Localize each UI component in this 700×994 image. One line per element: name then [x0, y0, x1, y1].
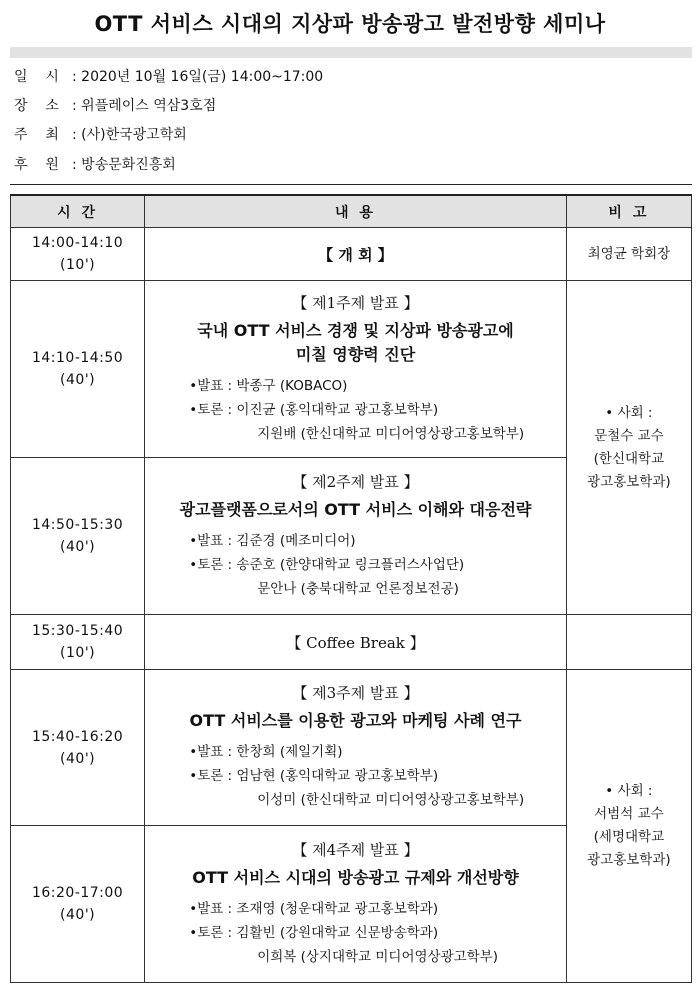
moderator-affiliation: (세명대학교	[593, 829, 665, 845]
time-duration: (40')	[60, 539, 96, 555]
session-title	[145, 319, 566, 367]
opening-host: 최영균 학회장	[587, 245, 671, 262]
page-title: OTT 서비스 시대의 지상파 방송광고 발전방향 세미나	[94, 12, 606, 36]
discussant-row	[189, 764, 566, 788]
time-range: 15:30-15:40	[31, 623, 124, 639]
time-cell	[11, 670, 145, 826]
discussant-name: 김활빈 (강원대학교 신문방송학과)	[236, 924, 439, 941]
bullet: •	[189, 744, 198, 760]
schedule-table	[10, 194, 692, 983]
discussant-name: 이희복 (상지대학교 미디어영상광고학부)	[257, 948, 499, 965]
bullet: •	[189, 377, 198, 394]
info-label: 일 시	[14, 69, 59, 85]
presenter-label: 발표 :	[197, 377, 237, 394]
discussant-name: 문안나 (충북대학교 언론정보전공)	[257, 580, 459, 597]
presenter-label: 발표 :	[197, 532, 237, 549]
time-range: 14:10-14:50	[31, 350, 124, 366]
moderator-label-text: 사회 :	[617, 783, 653, 799]
content-cell	[145, 228, 567, 281]
discussant-label: 토론 :	[197, 556, 237, 573]
discussant-name: 이성미 (한신대학교 미디어영상광고홍보학부)	[257, 792, 525, 808]
coffee-break-label: 【 Coffee Break 】	[286, 633, 425, 652]
session-title: OTT 서비스 시대의 방송광고 규제와 개선방향	[192, 867, 519, 887]
session-title: OTT 서비스를 이용한 광고와 마케팅 사례 연구	[189, 711, 522, 730]
presenter-row	[189, 897, 566, 921]
participant-list	[189, 740, 566, 812]
info-value: : (사)한국광고학회	[72, 127, 187, 143]
content-cell	[145, 281, 567, 458]
content-cell	[145, 670, 567, 826]
time-range: 16:20-17:00	[31, 885, 124, 901]
moderator-name: 문철수 교수	[594, 427, 664, 444]
discussant-row	[189, 788, 566, 812]
presenter-row	[189, 374, 566, 398]
moderator-name: 서범석 교수	[594, 806, 664, 822]
table-row-session-1	[11, 281, 692, 458]
bullet: •	[189, 900, 198, 917]
time-cell	[11, 826, 145, 983]
presenter-name: 조재영 (청운대학교 광고홍보학과)	[236, 900, 439, 917]
moderator-label	[567, 780, 691, 803]
time-range: 14:50-15:30	[31, 517, 124, 533]
info-label: 후 원	[14, 157, 59, 173]
presenter-name: 박종구 (KOBACO)	[236, 377, 348, 394]
moderator-affiliation: (한신대학교	[593, 450, 665, 467]
info-value: : 위플레이스 역삼3호점	[72, 98, 217, 114]
moderator-label	[567, 402, 691, 425]
time-cell	[11, 281, 145, 458]
moderator-department: 광고홍보학과)	[587, 852, 671, 868]
discussant-row	[189, 553, 566, 577]
note-cell	[566, 615, 691, 670]
content-cell	[145, 826, 567, 983]
info-value: : 2020년 10월 16일(금) 14:00~17:00	[72, 69, 324, 85]
time-range: 14:00-14:10	[31, 235, 124, 251]
discussant-row	[189, 422, 566, 446]
header-note: 비 고	[566, 195, 691, 228]
moderator-label-text: 사회 :	[617, 404, 653, 421]
bullet: •	[189, 924, 198, 941]
session-title-line: 국내 OTT 서비스 경쟁 및 지상파 방송광고에	[197, 320, 514, 340]
header-content: 내 용	[145, 195, 567, 228]
moderator-department: 광고홍보학과)	[587, 473, 671, 490]
session-topic: 【 제2주제 발표 】	[292, 472, 419, 491]
table-row-break	[11, 615, 692, 670]
content-cell	[145, 615, 567, 670]
bullet: •	[605, 404, 614, 421]
header-time: 시 간	[11, 195, 145, 228]
time-duration: (10')	[60, 645, 96, 661]
discussant-row	[189, 945, 566, 969]
time-cell	[11, 458, 145, 615]
info-row-sponsor	[14, 155, 176, 175]
discussant-label: 토론 :	[197, 401, 237, 418]
session-topic: 【 제1주제 발표 】	[292, 293, 419, 312]
presenter-row	[189, 740, 566, 764]
session-title-line: 미칠 영향력 진단	[295, 344, 416, 364]
content-cell	[145, 458, 567, 615]
discussant-row	[189, 921, 566, 945]
time-duration: (40')	[60, 750, 96, 767]
time-range: 15:40-16:20	[31, 728, 124, 745]
discussant-label: 토론 :	[197, 768, 237, 784]
time-duration: (40')	[60, 907, 96, 923]
info-label: 주 최	[14, 127, 59, 143]
time-duration: (10')	[60, 257, 96, 273]
note-cell	[566, 228, 691, 281]
title-divider-band	[10, 47, 692, 58]
discussant-row	[189, 577, 566, 601]
discussant-name: 지원배 (한신대학교 미디어영상광고홍보학부)	[257, 425, 525, 442]
bullet: •	[189, 532, 198, 549]
session-topic: 【 제4주제 발표 】	[292, 840, 419, 859]
discussant-name: 이진균 (홍익대학교 광고홍보학부)	[236, 401, 439, 418]
session-title: 광고플랫폼으로서의 OTT 서비스 이해와 대응전략	[179, 499, 532, 519]
moderator-cell	[566, 281, 691, 615]
participant-list	[189, 374, 566, 446]
participant-list	[189, 897, 566, 969]
discussant-name: 엄남현 (홍익대학교 광고홍보학부)	[236, 768, 439, 784]
presenter-row	[189, 529, 566, 553]
table-row-session-3	[11, 670, 692, 826]
bullet: •	[189, 768, 198, 784]
time-cell	[11, 615, 145, 670]
table-row-opening	[11, 228, 692, 281]
info-value: : 방송문화진흥회	[72, 157, 176, 173]
bullet: •	[605, 783, 614, 799]
table-header-row	[11, 195, 692, 228]
discussant-row	[189, 398, 566, 422]
time-cell	[11, 228, 145, 281]
info-divider	[10, 184, 692, 185]
presenter-label: 발표 :	[197, 744, 237, 760]
opening-label: 【 개 회 】	[318, 245, 393, 264]
bullet: •	[189, 401, 198, 418]
discussant-label: 토론 :	[197, 924, 237, 941]
session-topic: 【 제3주제 발표 】	[292, 684, 419, 702]
info-row-host	[14, 125, 187, 145]
discussant-name: 송준호 (한양대학교 링크플러스사업단)	[236, 556, 465, 573]
presenter-name: 김준경 (메조미디어)	[236, 532, 356, 549]
info-row-venue	[14, 96, 216, 116]
bullet: •	[189, 556, 198, 573]
time-duration: (40')	[60, 372, 96, 388]
participant-list	[189, 529, 566, 601]
presenter-name: 한창희 (제일기획)	[236, 744, 343, 760]
presenter-label: 발표 :	[197, 900, 237, 917]
moderator-cell	[566, 670, 691, 983]
info-row-date	[14, 67, 323, 87]
info-label: 장 소	[14, 98, 59, 114]
